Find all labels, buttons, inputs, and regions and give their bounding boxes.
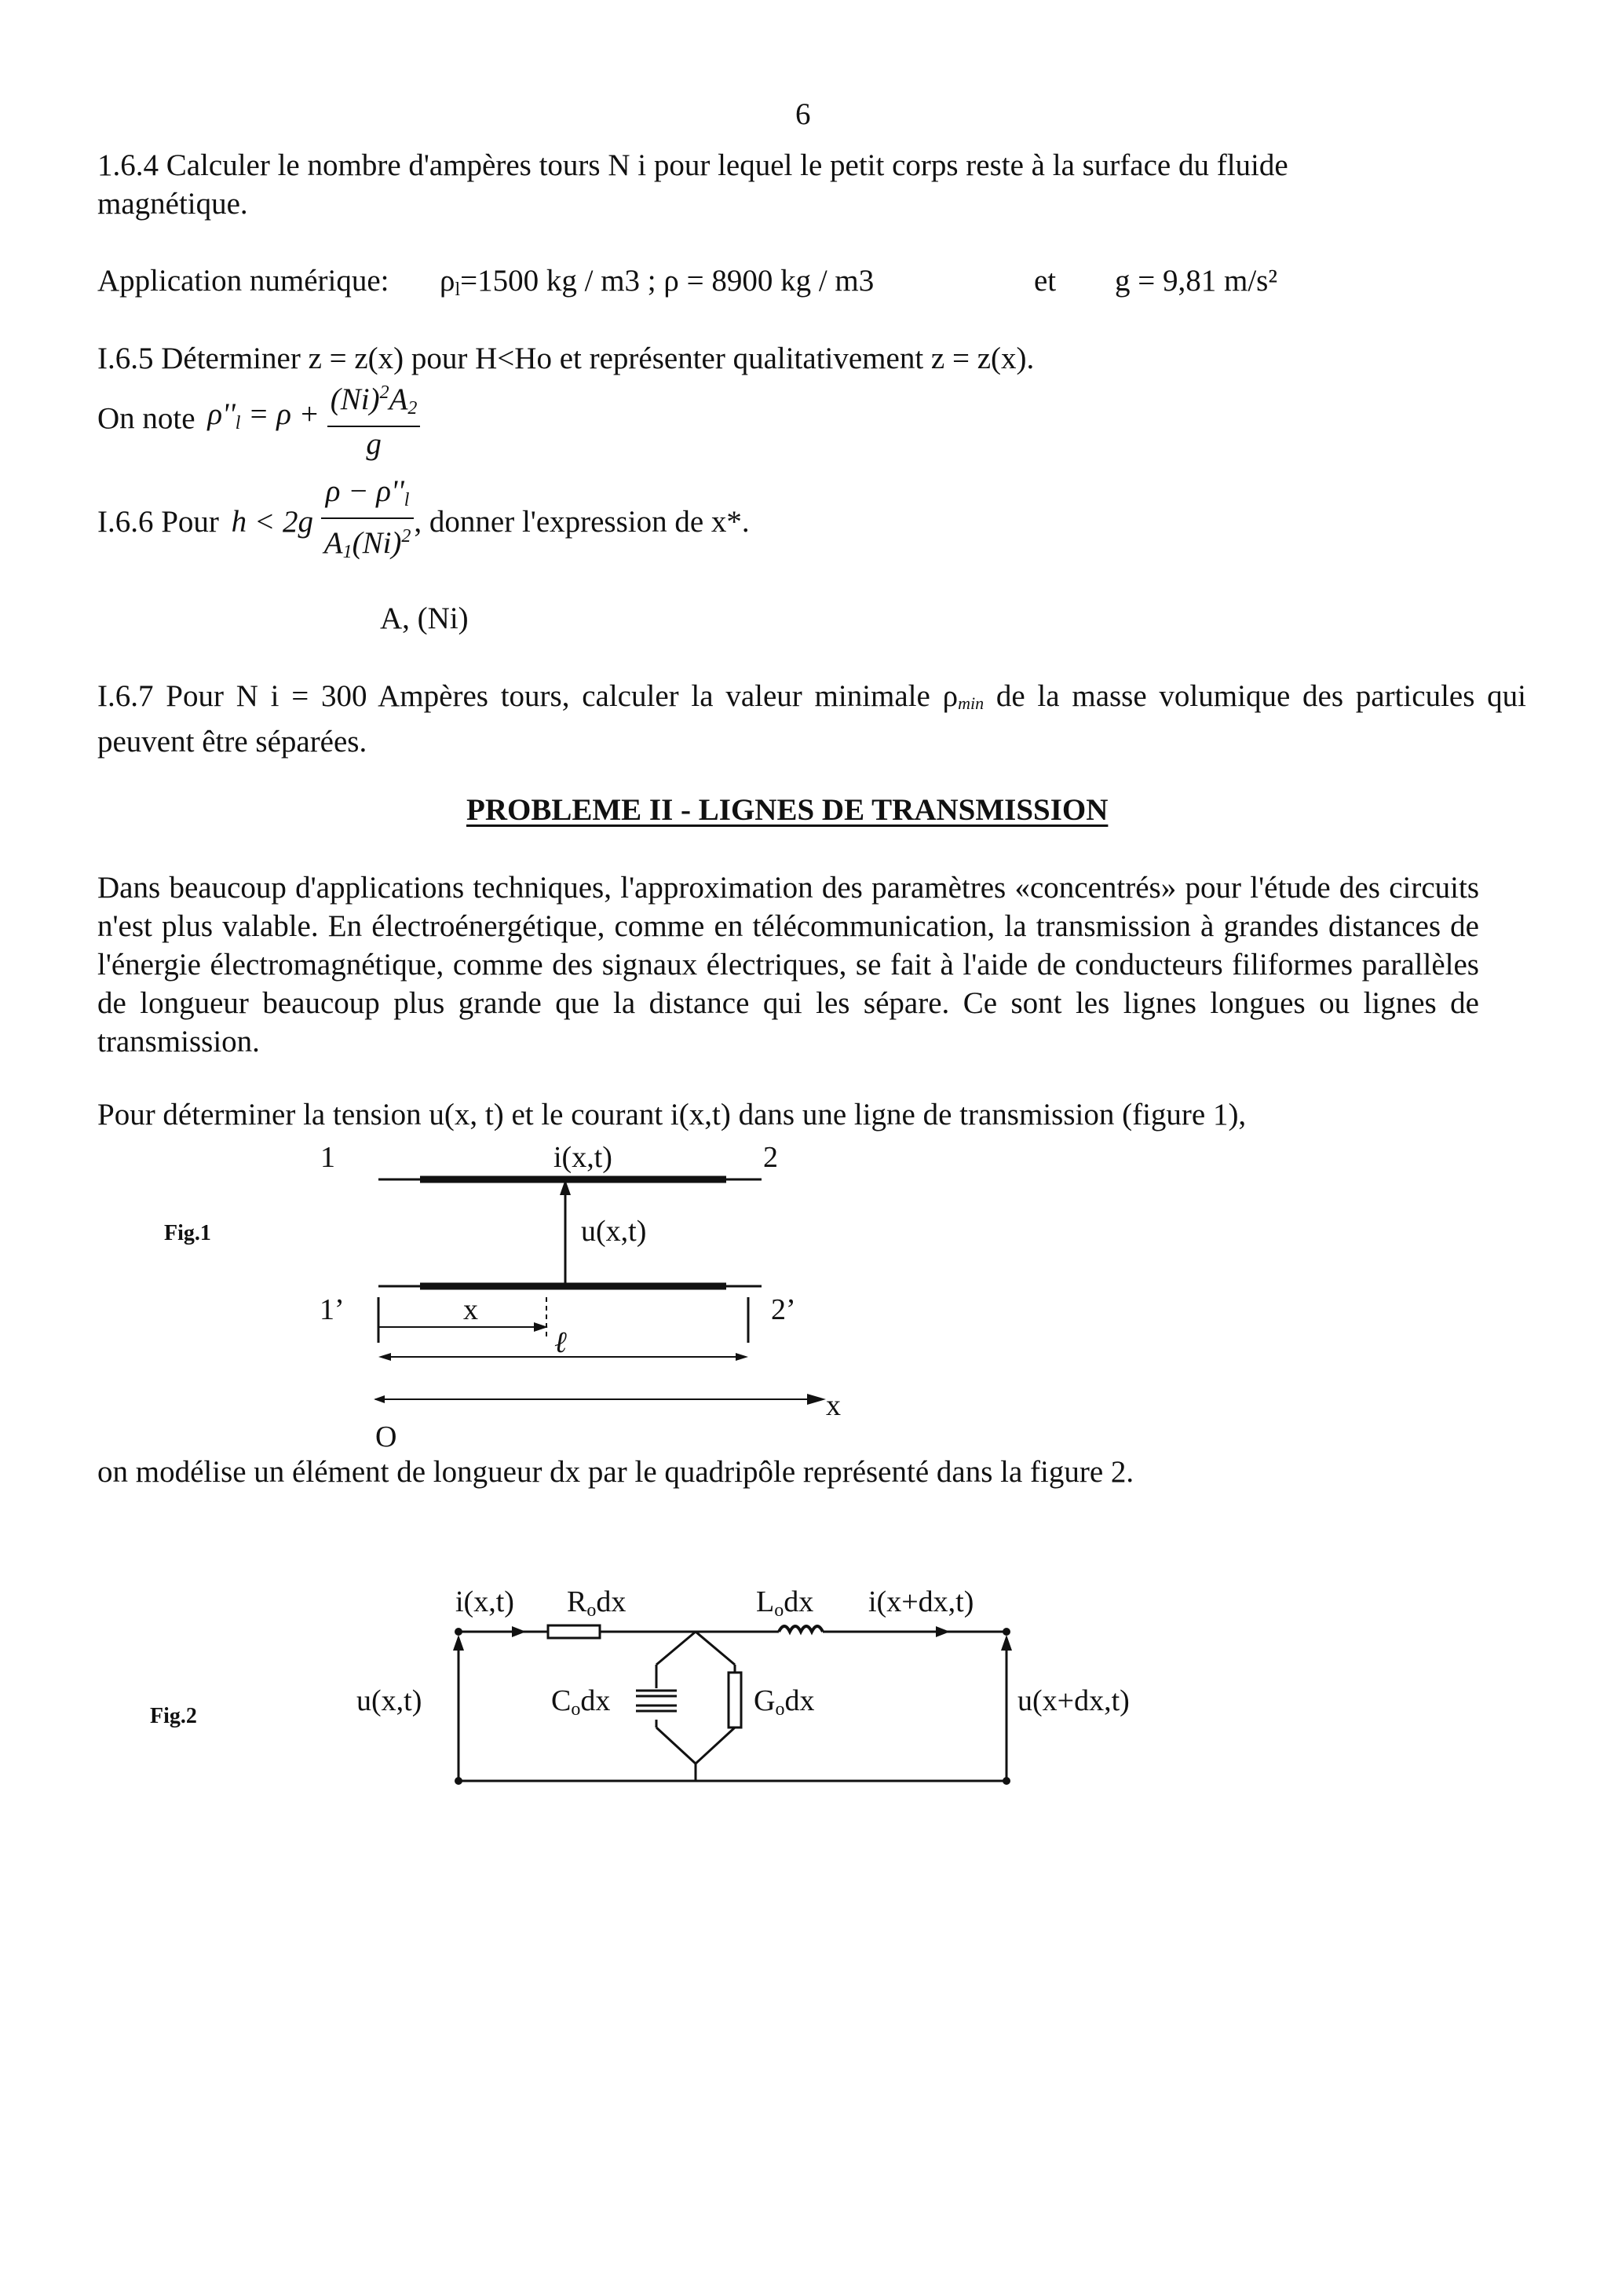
- question-1-6-4-line2: magnétique.: [97, 187, 248, 221]
- fig2-i-out-arrowhead: [936, 1626, 950, 1637]
- fig2-l0-label: Lodx: [756, 1585, 814, 1621]
- on-note-label: On note: [97, 401, 195, 436]
- fig1-length-arrow-left: [378, 1353, 391, 1361]
- fig2-i-in-arrowhead: [512, 1626, 526, 1637]
- application-label: Application numérique:: [97, 264, 389, 298]
- fig2-u-in-label: u(x,t): [356, 1684, 422, 1717]
- fig1-node-2p: 2’: [771, 1293, 796, 1326]
- fig1-node-1: 1: [320, 1141, 335, 1174]
- fig2-capacitor-gap: [648, 1688, 664, 1720]
- question-1-6-4-line1: 1.6.4 Calculer le nombre d'ampères tours N i pour lequel le petit corps reste à la surface du fluide: [97, 148, 1288, 182]
- determine-line: Pour déterminer la tension u(x, t) et le courant i(x,t) dans une ligne de transmission (figure 1),: [97, 1098, 1247, 1132]
- fig1-label: Fig.1: [164, 1221, 211, 1245]
- fig2-shunt-top-right: [696, 1632, 735, 1665]
- fig1-node-2: 2: [763, 1141, 778, 1174]
- fig1-axis-arrow-left: [374, 1395, 385, 1403]
- fig2-u-out-label: u(x+dx,t): [1017, 1684, 1130, 1717]
- fig1-length-arrow-right: [736, 1353, 748, 1361]
- fig2-inductor-l0: [779, 1626, 823, 1632]
- intro-paragraph: Dans beaucoup d'applications techniques, l'approximation des paramètres «concentrés» pour l'étude des circuits n'est plus valable. En électroénergétique, comme en télécommunication, la transmission à grandes distances de l'énergie électromagnétique, comme des signaux électriques, se fait à l'aide de conducteurs filiformes parallèles de longueur beaucoup plus grande que la distance qui les sépare. Ce sont les lignes longues ou lignes de transmission.: [97, 871, 1479, 1058]
- fig2-g0-label: Godx: [754, 1684, 815, 1720]
- fig2-shunt-bottom-right: [696, 1727, 735, 1764]
- application-et: et: [1034, 264, 1057, 298]
- fig2-i-out-label: i(x+dx,t): [868, 1585, 974, 1618]
- fig1-axis-label: x: [826, 1389, 841, 1422]
- rho-pp-lhs: $\rho''_l = \rho$ +: [207, 397, 320, 433]
- fig1-current-label: i(x,t): [553, 1141, 612, 1174]
- fig2-i-in-label: i(x,t): [455, 1585, 514, 1618]
- fig2-shunt-bottom-left: [656, 1727, 696, 1764]
- fig2-node-bottom-left: [455, 1777, 462, 1785]
- model-line: on modélise un élément de longueur dx par le quadripôle représenté dans la figure 2.: [97, 1455, 1134, 1489]
- h-bound-fraction: $\frac{\rho - \rho''_l}{A_1(Ni)^2}$: [321, 474, 415, 569]
- question-1-6-5: I.6.5 Déterminer z = z(x) pour H<Ho et représenter qualitativement z = z(x).: [97, 342, 1035, 375]
- rho-pp-fraction: $\frac{(Ni)^2A_2}{g}$: [327, 375, 421, 462]
- fig1-voltage-label: u(x,t): [581, 1215, 647, 1248]
- figure-1: [298, 1131, 911, 1461]
- fig2-resistor-r0: [548, 1625, 600, 1638]
- fig2-label: Fig.2: [150, 1704, 197, 1728]
- application-density-values: [440, 261, 874, 309]
- fig1-origin-label: O: [375, 1420, 397, 1453]
- fig2-r0-label: Rodx: [567, 1585, 627, 1621]
- fig1-x-label: x: [463, 1293, 478, 1326]
- fig2-node-bottom-right: [1003, 1777, 1010, 1785]
- question-1-6-6: I.6.6 Pour h < 2g $\frac{\rho - \rho''_l}{A_1(Ni)^2}$ , donner l'expression de x*.: [97, 474, 750, 569]
- fig1-node-1p: 1’: [320, 1293, 345, 1326]
- fig2-u-out-arrowhead: [1001, 1635, 1012, 1651]
- fig2-node-top-left: [455, 1628, 462, 1636]
- application-gravity: g = 9,81 m/s²: [1115, 264, 1278, 298]
- fig2-conductance-g0: [729, 1673, 741, 1727]
- page-number: 6: [795, 97, 811, 131]
- rho-values-text: =1500 kg / m3 ; ρ = 8900 kg / m3: [460, 264, 875, 298]
- equation-rho-pp: [97, 375, 420, 462]
- rho-l-subscript: l: [455, 280, 461, 300]
- fig1-axis-arrowhead: [807, 1394, 826, 1405]
- question-1-6-7: I.6.7 Pour N i = 300 Ampères tours, calculer la valeur minimale ρmin de la masse volumique des particules qui peuvent être séparées.: [97, 679, 1526, 759]
- fig2-c0-label: Codx: [551, 1684, 611, 1720]
- fig2-node-top-right: [1003, 1628, 1010, 1636]
- figure-2: [345, 1563, 1240, 1814]
- problem-title: PROBLEME II - LIGNES DE TRANSMISSION: [466, 793, 1109, 827]
- fig2-shunt-top-left: [656, 1632, 696, 1665]
- rho-symbol: ρ: [440, 264, 455, 298]
- fig1-length-label: ℓ: [554, 1326, 567, 1359]
- stray-text: A, (Ni): [380, 601, 469, 635]
- fig2-u-in-arrowhead: [453, 1635, 464, 1651]
